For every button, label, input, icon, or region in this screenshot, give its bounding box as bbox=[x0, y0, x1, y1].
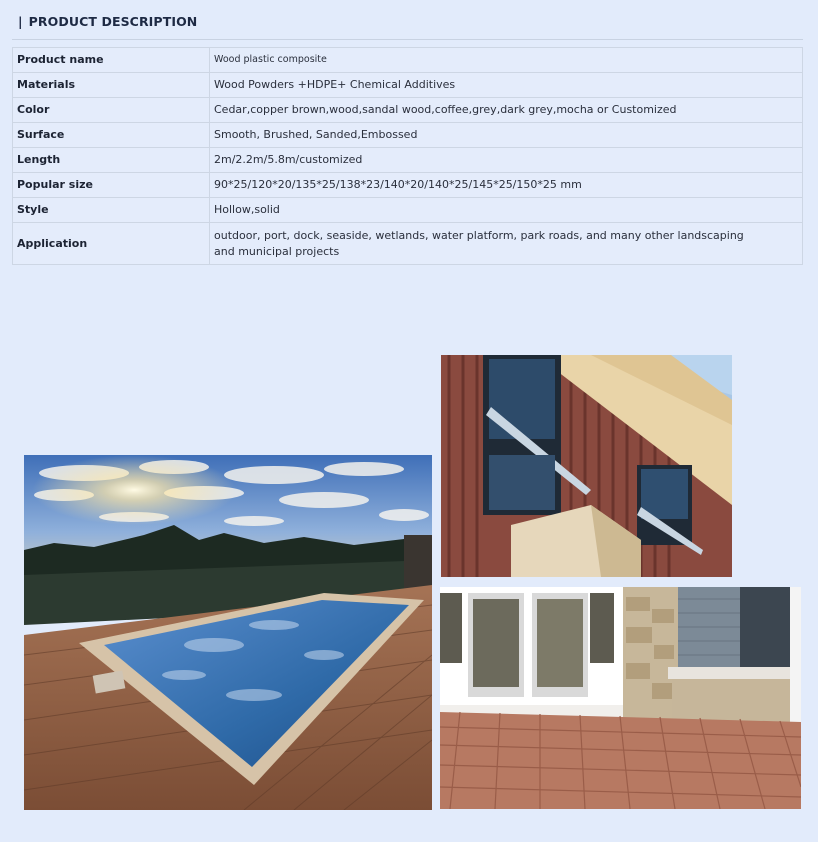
title-text: PRODUCT DESCRIPTION bbox=[28, 14, 198, 29]
spec-value: 90*25/120*20/135*25/138*23/140*20/140*25/145*25/150*25 mm bbox=[210, 173, 803, 198]
section-title bbox=[18, 14, 197, 29]
facade-cladding-photo bbox=[441, 355, 732, 577]
spec-value: Cedar,copper brown,wood,sandal wood,coffee,grey,dark grey,mocha or Customized bbox=[210, 98, 803, 123]
table-row bbox=[13, 173, 803, 198]
spec-label: Application bbox=[13, 223, 210, 265]
spec-value: Hollow,solid bbox=[210, 198, 803, 223]
spec-value-line: and municipal projects bbox=[214, 244, 340, 258]
table-row bbox=[13, 123, 803, 148]
spec-value: 2m/2.2m/5.8m/customized bbox=[210, 148, 803, 173]
table-row bbox=[13, 48, 803, 73]
table-row bbox=[13, 73, 803, 98]
table-row bbox=[13, 198, 803, 223]
spec-label: Length bbox=[13, 148, 210, 173]
patio-deck-tiles-photo bbox=[440, 587, 801, 809]
spec-label: Product name bbox=[13, 48, 210, 73]
spec-value: Smooth, Brushed, Sanded,Embossed bbox=[210, 123, 803, 148]
table-row bbox=[13, 98, 803, 123]
pool-deck-photo bbox=[24, 455, 432, 810]
pool-deck-image bbox=[24, 455, 432, 810]
patio-deck-tiles-image bbox=[440, 587, 801, 809]
table-row bbox=[13, 223, 803, 265]
spec-value: Wood Powders +HDPE+ Chemical Additives bbox=[210, 73, 803, 98]
spec-label: Color bbox=[13, 98, 210, 123]
spec-label: Style bbox=[13, 198, 210, 223]
spec-label: Materials bbox=[13, 73, 210, 98]
title-divider bbox=[12, 39, 803, 40]
spec-value-line: outdoor, port, dock, seaside, wetlands, water platform, park roads, and many other landscaping bbox=[214, 228, 744, 242]
spec-label: Popular size bbox=[13, 173, 210, 198]
spec-table bbox=[12, 47, 803, 265]
spec-value bbox=[210, 223, 803, 265]
table-row bbox=[13, 148, 803, 173]
title-bar: | bbox=[18, 14, 23, 29]
spec-label: Surface bbox=[13, 123, 210, 148]
spec-value: Wood plastic composite bbox=[210, 48, 803, 73]
facade-cladding-image bbox=[441, 355, 732, 577]
